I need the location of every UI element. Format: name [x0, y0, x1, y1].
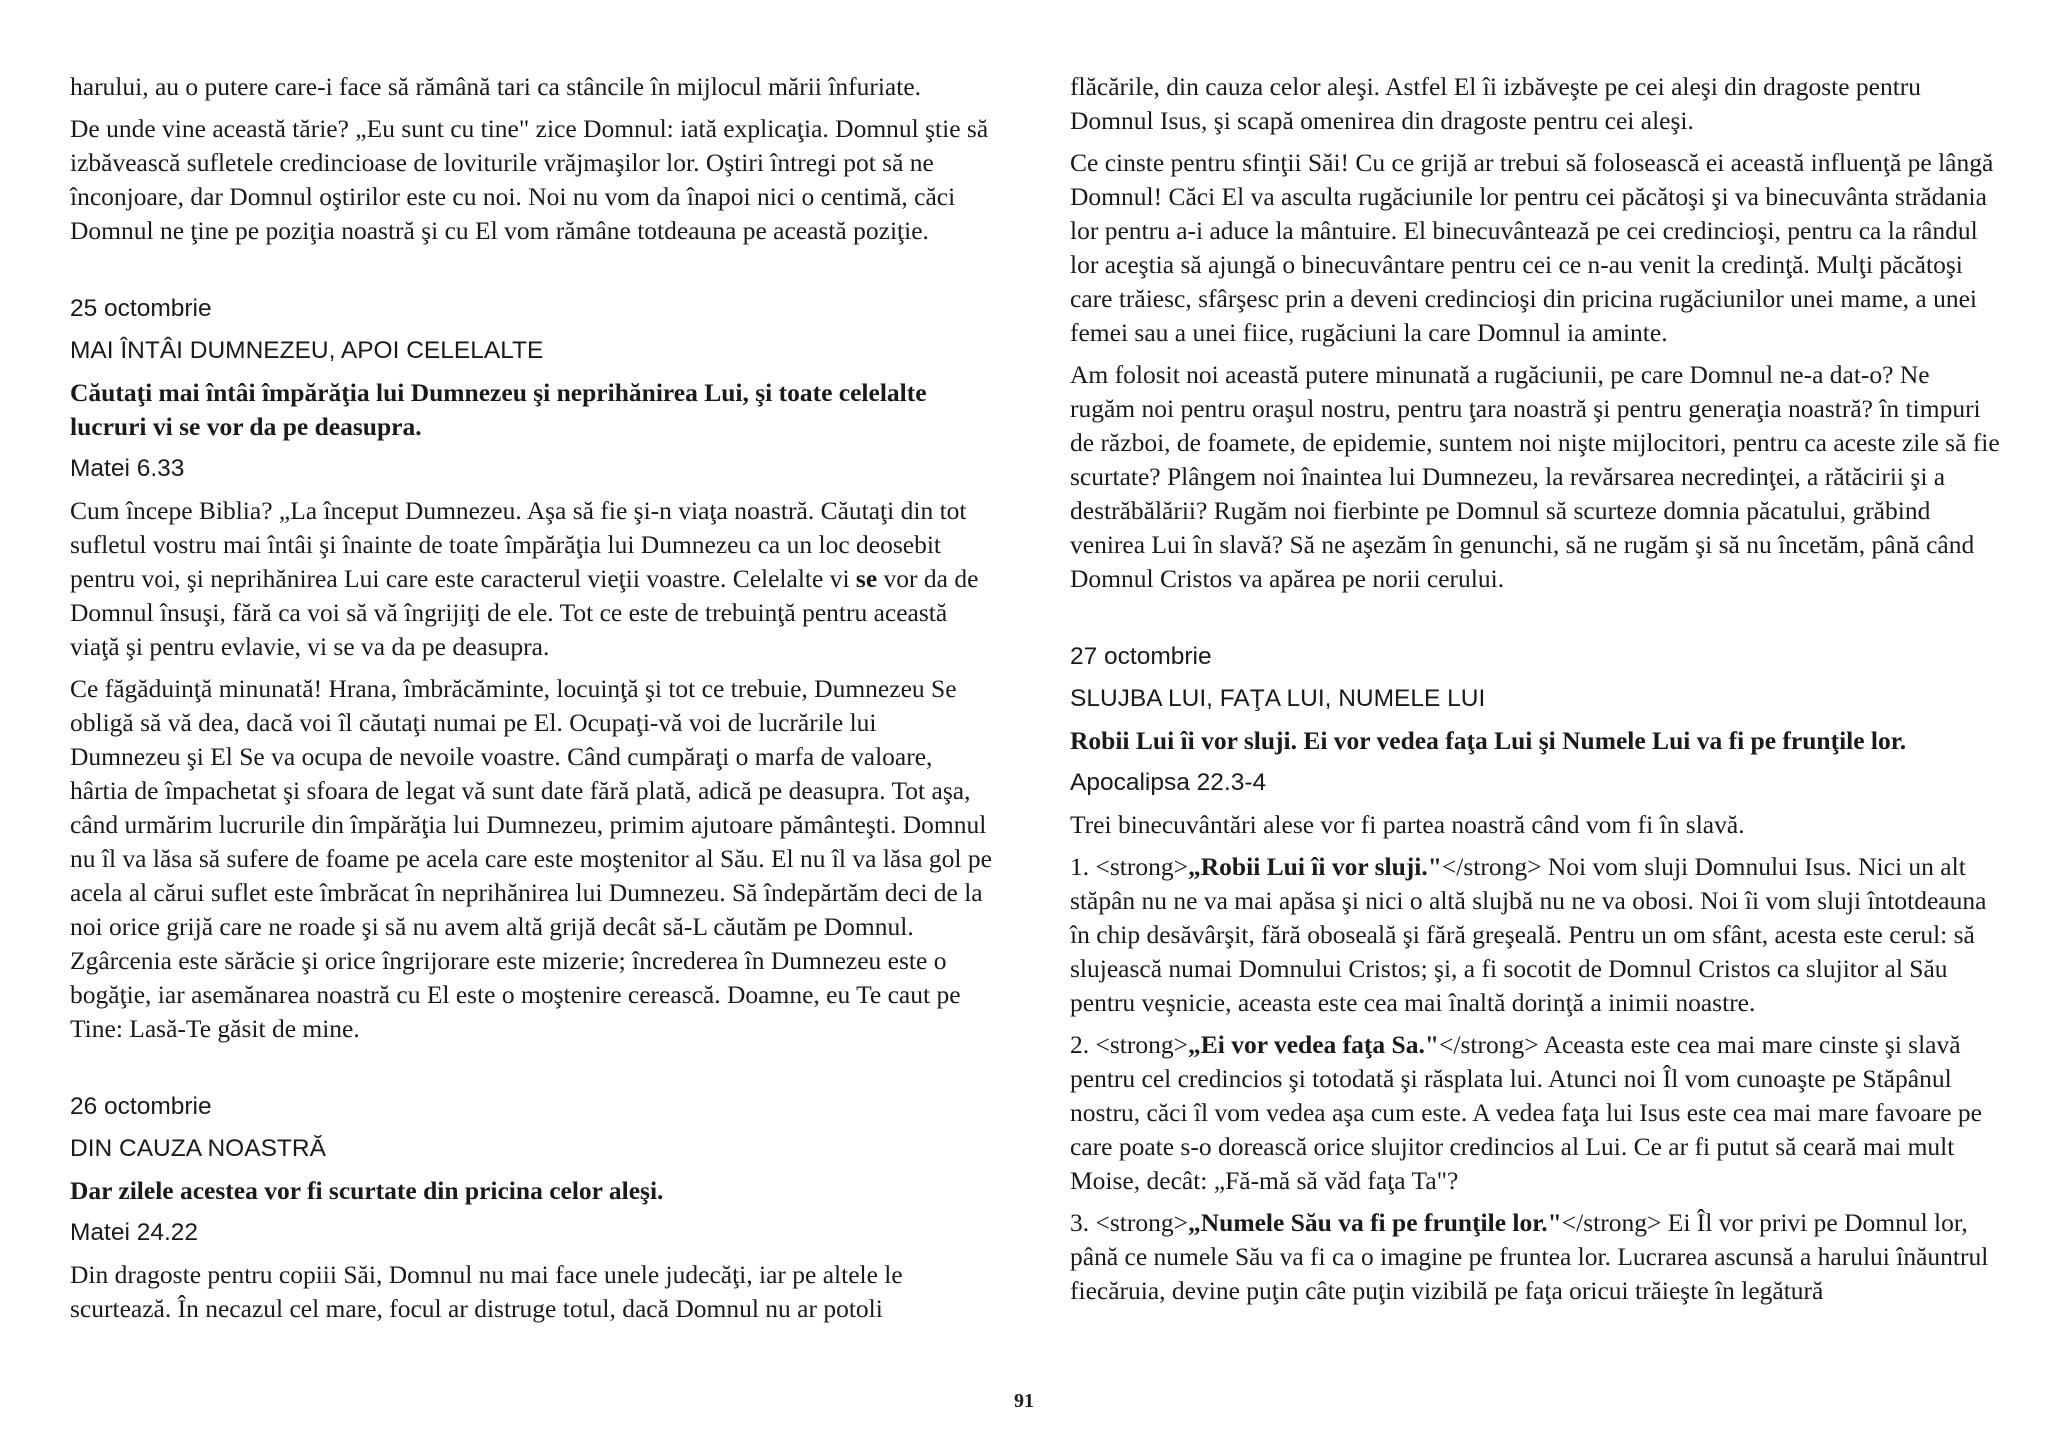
paragraph: Trei binecuvântări alese vor fi partea noastră când vom fi în slavă.: [1070, 810, 1745, 839]
paragraph: [70, 494, 992, 664]
left-column: [70, 70, 992, 1334]
entry-verse: Dar zilele acestea vor fi scurtate din pricina celor aleşi.: [70, 1176, 664, 1205]
paragraph: flăcările, din cauza celor aleşi. Astfel El îi izbăveşte pe cei aleşi din dragoste pentru Domnul Isus, şi scapă omenirea din dragoste pentru cei aleşi.: [1070, 72, 1922, 135]
numbered-item: [1070, 850, 2000, 1020]
item-bold: „Ei vor vedea faţa Sa.": [1188, 1030, 1439, 1059]
entry-date: 27 octombrie: [1070, 643, 1212, 670]
bold-text: se: [855, 564, 878, 593]
verse-reference: Apocalipsa 22.3-4: [1070, 769, 1267, 796]
item-text: Aceasta este cea mai mare cinste şi slavă pentru cel credincios şi totodată şi răsplata lui. Atunci noi Îl vom cunoaşte pe Stăpânul nostru, căci îl vom vedea aşa cum este. A vedea faţa lui Isus este cea mai mare favoare pe care poate s-o dorească orice slujitor credincios al Lui. Ce ar fi putut să ceară mai mult Moise, decât: „Fă-mă să văd faţa Ta"?: [1070, 1030, 1982, 1195]
entry-title: SLUJBA LUI, FAŢA LUI, NUMELE LUI: [1070, 685, 1486, 712]
item-number: 2. <strong>: [1070, 1030, 1189, 1059]
entry-date: 25 octombrie: [70, 295, 212, 322]
entry-title: MAI ÎNTÂI DUMNEZEU, APOI CELELALTE: [70, 337, 544, 364]
item-text: Ei Îl vor privi pe Domnul lor, până ce numele Său va fi ca o imagine pe fruntea lor. Lucrarea ascunsă a harului înăuntrul fiecăruia, devine puţin câte puţin vizibilă pe faţa oricui trăieşte în legătură: [1070, 1208, 1989, 1305]
item-text: Noi vom sluji Domnului Isus. Nici un alt stăpân nu ne va mai apăsa şi nici o altă slujbă nu ne va obosi. Noi îi vom sluji întotdeauna în chip desăvârşit, fără oboseală şi fără greşeală. Pentru un om sfânt, acesta este cerul: să slujească numai Domnului Cristos; şi, a fi socotit de Domnul Cristos ca slujitor al Său pentru veşnicie, aceasta este cea mai înaltă dorinţă a inimii noastre.: [1070, 852, 1987, 1017]
paragraph: Am folosit noi această putere minunată a rugăciunii, pe care Domnul ne-a dat-o? Ne rugăm noi pentru oraşul nostru, pentru ţara noastră şi pentru generaţia noastră? în timpuri de război, de foamete, de epidemie, suntem noi nişte mijlocitori, pentru ca aceste zile să fie scurtate? Plângem noi înaintea lui Dumnezeu, la revărsarea necredinţei, a rătăcirii şi a destrăbălării? Rugăm noi fierbinte pe Domnul să scurteze domnia păcatului, grăbind venirea Lui în slavă? Să ne aşezăm în genunchi, să ne rugăm şi să nu încetăm, până când Domnul Cristos va apărea pe norii cerului.: [1070, 360, 2000, 593]
paragraph: Ce cinste pentru sfinţii Săi! Cu ce grijă ar trebui să folosească ei această influenţă pe lângă Domnul! Căci El va asculta rugăciunile lor pentru cei păcătoşi şi va binecuvânta strădania lor pentru a-i aduce la mântuire. El binecuvântează pe cei credincioşi, pentru ca la rândul lor aceştia să ajungă o binecuvântare pentru cei ce n-au venit la credinţă. Mulţi păcătoşi care trăiesc, sfârşesc prin a deveni credincioşi din pricina rugăciunilor unei mame, a unei femei sau a unei fiice, rugăciuni la care Domnul ia aminte.: [1070, 148, 1994, 347]
paragraph: De unde vine această tărie? „Eu sunt cu tine" zice Domnul: iată explicaţia. Domnul ştie să izbăvească sufletele credincioase de loviturile vrăjmaşilor lor. Oştiri întregi pot să ne înconjoare, dar Domnul oştirilor este cu noi. Noi nu vom da înapoi nici o centimă, căci Domnul ne ţine pe poziţia noastră şi cu El vom rămâne totdeauna pe această poziţie.: [70, 114, 989, 245]
page-number: 91: [1014, 1390, 1034, 1412]
entry-title: DIN CAUZA NOASTRĂ: [70, 1135, 326, 1162]
paragraph: harului, au o putere care-i face să rămână tari ca stâncile în mijlocul mării înfuriate.: [70, 72, 922, 101]
text: vor da de Domnul însuşi, fără ca voi să vă îngrijiţi de ele. Tot ce este de trebuinţă pentru această viaţă şi pentru evlavie, vi se va da pe deasupra.: [70, 564, 979, 661]
item-number: 1. <strong>: [1070, 852, 1189, 881]
item-tag: </strong>: [1438, 1030, 1539, 1059]
paragraph: Din dragoste pentru copiii Săi, Domnul nu mai face unele judecăţi, iar pe altele le scurtează. În necazul cel mare, focul ar distruge totul, dacă Domnul nu ar potoli: [70, 1260, 903, 1323]
text: Cum începe Biblia? „La început Dumnezeu. Aşa să fie şi-n viaţa noastră. Căutaţi din tot sufletul vostru mai întâi şi înainte de toate împărăţia lui Dumnezeu ca un loc deosebit pentru voi, şi neprihănirea Lui care este caracterul vieţii voastre. Celelalte vi: [70, 496, 967, 593]
numbered-item: [1070, 1206, 2000, 1308]
numbered-item: [1070, 1028, 2000, 1198]
verse-reference: Matei 24.22: [70, 1219, 199, 1246]
item-tag: </strong>: [1441, 852, 1542, 881]
paragraph: Ce făgăduinţă minunată! Hrana, îmbrăcăminte, locuinţă şi tot ce trebuie, Dumnezeu Se obligă să vă dea, dacă voi îl căutaţi numai pe El. Ocupaţi-vă voi de lucrările lui Dumnezeu şi El Se va ocupa de nevoile voastre. Când cumpăraţi o marfa de valoare, hârtia de împachetat şi sfoara de legat vă sunt date fără plată, adică pe deasupra. Tot aşa, când urmărim lucrurile din împărăţia lui Dumnezeu, primim ajutoare pământeşti. Domnul nu îl va lăsa să sufere de foame pe acela care este moştenitor al Său. El nu îl va lăsa gol pe acela al cărui suflet este îmbrăcat în neprihănirea lui Dumnezeu. Să îndepărtăm deci de la noi orice grijă care ne roade şi să nu avem altă grijă decât să-L căutăm pe Domnul. Zgârcenia este sărăcie şi orice îngrijorare este mizerie; încrederea în Dumnezeu este o bogăţie, iar asemănarea noastră cu El este o moştenire cerească. Doamne, eu Te caut pe Tine: Lasă-Te găsit de mine.: [70, 674, 992, 1043]
item-bold: „Robii Lui îi vor sluji.": [1188, 852, 1442, 881]
verse-reference: Matei 6.33: [70, 455, 185, 482]
item-tag: </strong>: [1561, 1208, 1662, 1237]
item-number: 3. <strong>: [1070, 1208, 1189, 1237]
entry-verse: Robii Lui îi vor sluji. Ei vor vedea faţa Lui şi Numele Lui va fi pe frunţile lor.: [1070, 726, 1907, 755]
right-column: [1070, 70, 2000, 1316]
item-bold: „Numele Său va fi pe frunţile lor.": [1188, 1208, 1562, 1237]
entry-verse: Căutaţi mai întâi împărăţia lui Dumnezeu şi neprihănirea Lui, şi toate celelalte lucruri vi se vor da pe deasupra.: [70, 378, 927, 441]
entry-date: 26 octombrie: [70, 1093, 212, 1120]
